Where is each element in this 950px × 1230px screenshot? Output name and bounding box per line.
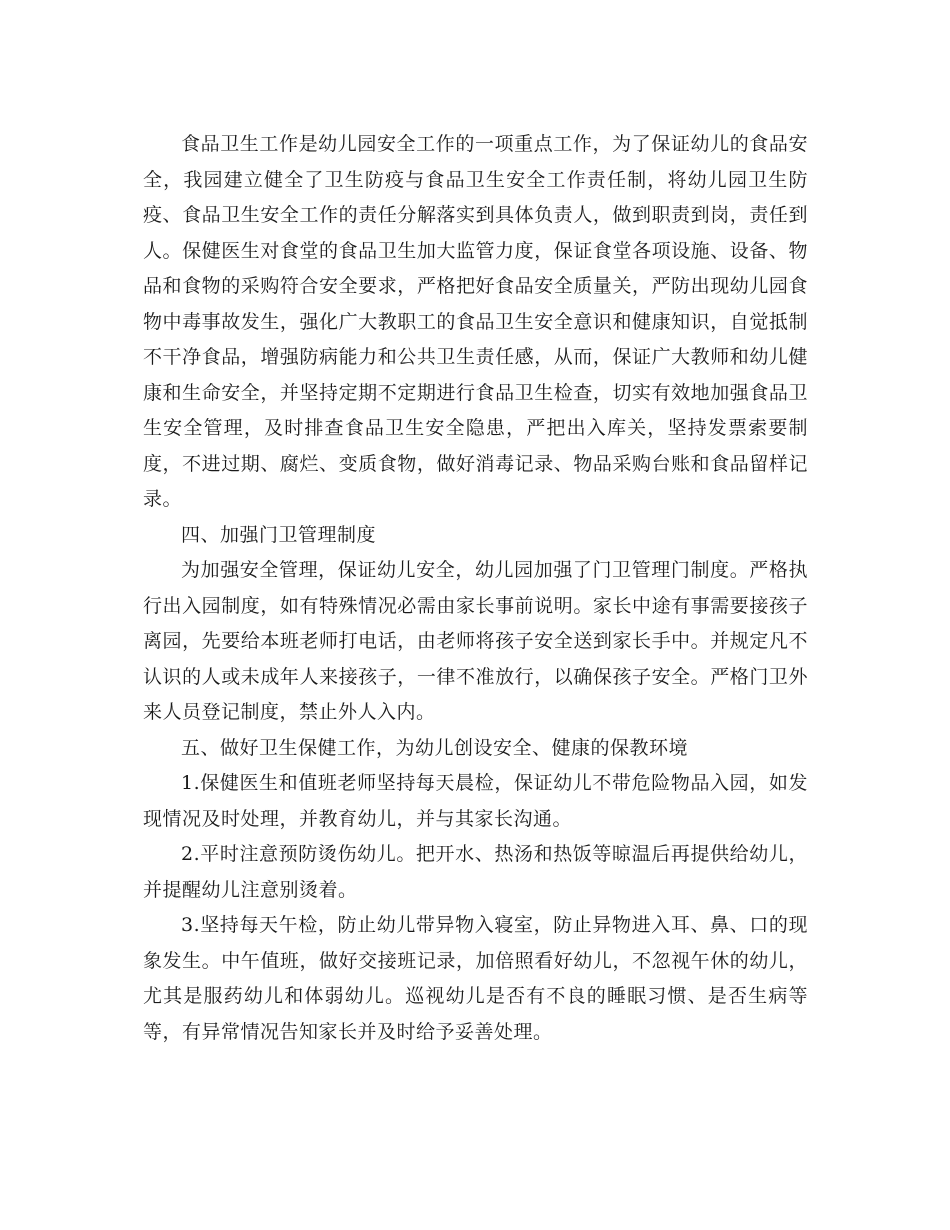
- list-item-morning-check: 1.保健医生和值班老师坚持每天晨检，保证幼儿不带危险物品入园，如发现情况及时处理，并教育幼儿，并与其家长沟通。: [143, 772, 808, 830]
- document-body: [143, 127, 808, 1050]
- list-item-noon-check: 3.坚持每天午检，防止幼儿带异物入寝室，防止异物进入耳、鼻、口的现象发生。中午值班，做好交接班记录，加倍照看好幼儿，不忽视午休的幼儿，尤其是服药幼儿和体弱幼儿。巡视幼儿是否有不良的睡眠习惯、是否生病等等，有异常情况告知家长并及时给予妥善处理。: [143, 914, 808, 1043]
- section-heading-gate-management: 四、加强门卫管理制度: [181, 523, 377, 546]
- section-heading-health-care: 五、做好卫生保健工作，为幼儿创设安全、健康的保教环境: [181, 736, 689, 759]
- paragraph-food-hygiene: 食品卫生工作是幼儿园安全工作的一项重点工作，为了保证幼儿的食品安全，我园建立健全了卫生防疫与食品卫生安全工作责任制，将幼儿园卫生防疫、食品卫生安全工作的责任分解落实到具体负责人，做到职责到岗，责任到人。保健医生对食堂的食品卫生加大监管力度，保证食堂各项设施、设备、物品和食物的采购符合安全要求，严格把好食品安全质量关，严防出现幼儿园食物中毒事故发生，强化广大教职工的食品卫生安全意识和健康知识，自觉抵制不干净食品，增强防病能力和公共卫生责任感，从而，保证广大教师和幼儿健康和生命安全，并坚持定期不定期进行食品卫生检查，切实有效地加强食品卫生安全管理，及时排查食品卫生安全隐患，严把出入库关，坚持发票索要制度，不进过期、腐烂、变质食物，做好消毒记录、物品采购台账和食品留样记录。: [143, 133, 808, 510]
- paragraph-gate-management: 为加强安全管理，保证幼儿安全，幼儿园加强了门卫管理门制度。严格执行出入园制度，如有特殊情况必需由家长事前说明。家长中途有事需要接孩子离园，先要给本班老师打电话，由老师将孩子安全送到家长手中。并规定凡不认识的人或未成年人来接孩子，一律不准放行，以确保孩子安全。严格门卫外来人员登记制度，禁止外人入内。: [143, 559, 808, 723]
- list-item-burn-prevention: 2.平时注意预防烫伤幼儿。把开水、热汤和热饭等晾温后再提供给幼儿，并提醒幼儿注意别烫着。: [143, 843, 808, 901]
